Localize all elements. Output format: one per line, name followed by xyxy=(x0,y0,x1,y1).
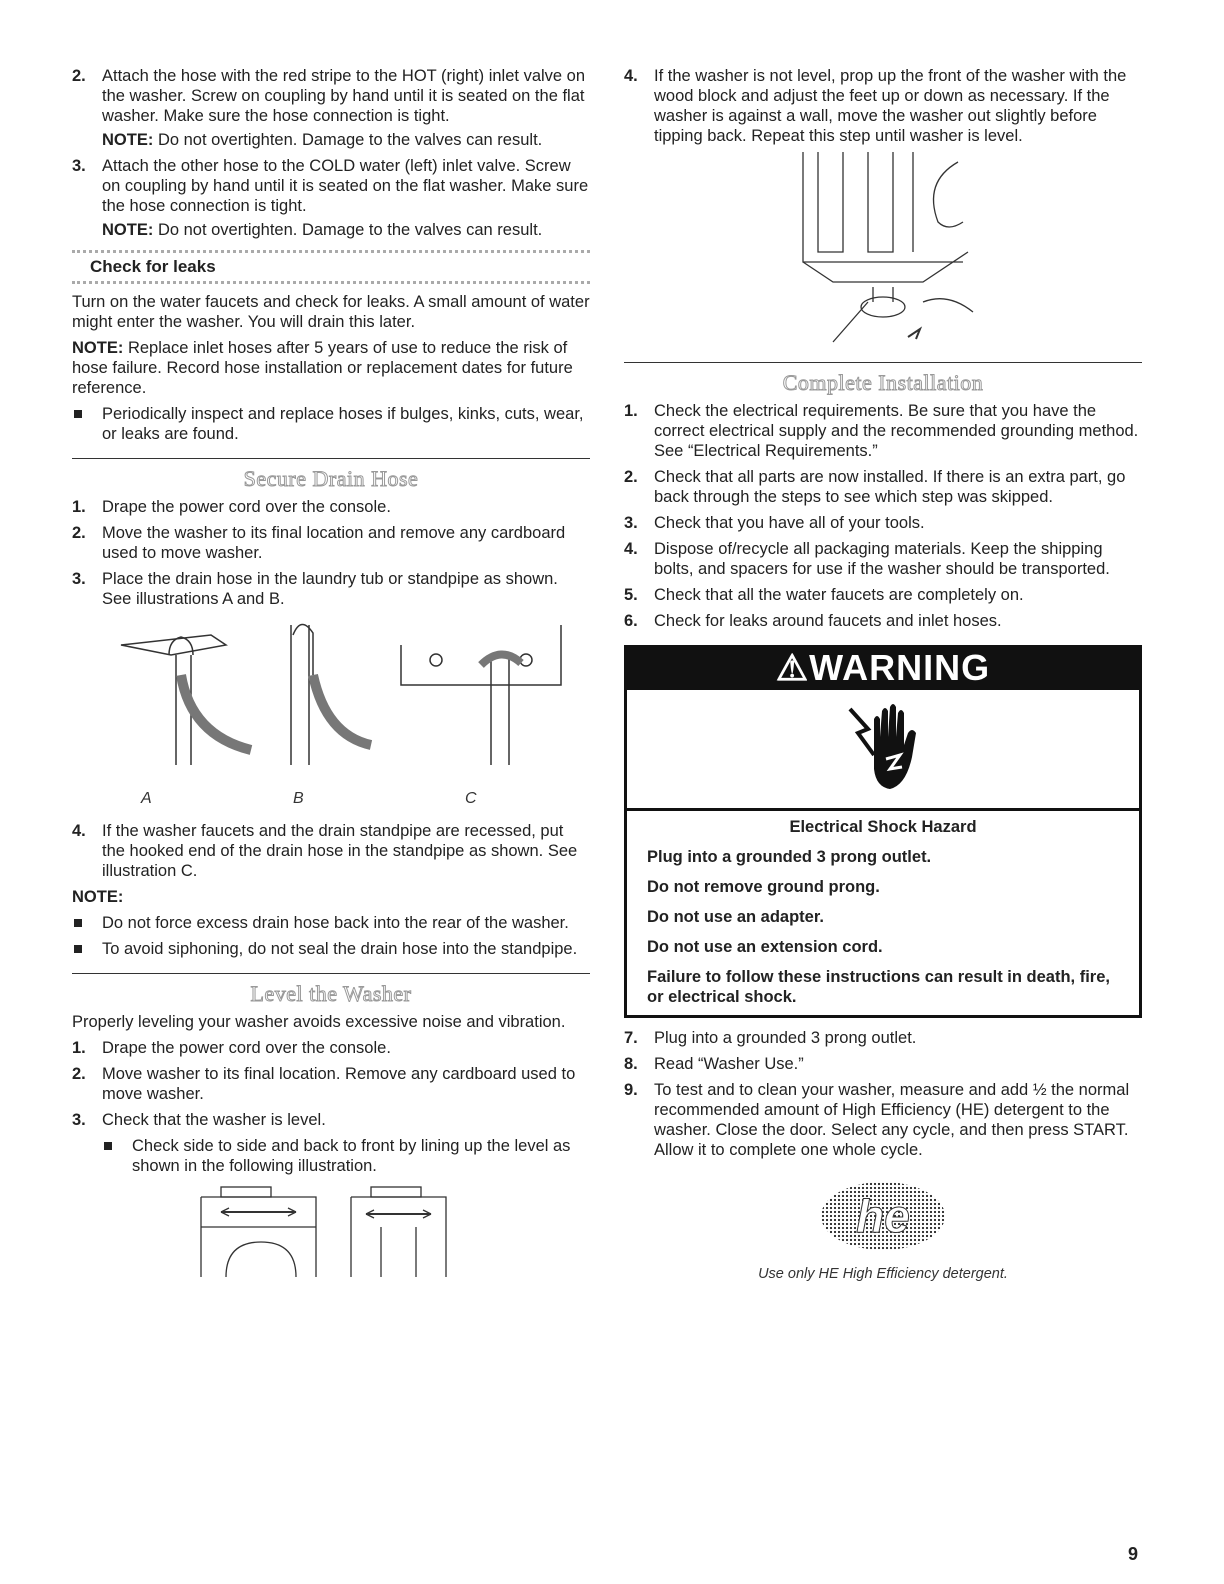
warning-line: Do not remove ground prong. xyxy=(647,878,880,896)
list-item: 3. Check that you have all of your tools. xyxy=(624,514,925,532)
drain-step-4 xyxy=(72,821,590,881)
check-leaks-heading: Check for leaks xyxy=(72,250,590,284)
he-logo-text: he xyxy=(856,1190,910,1242)
leaks-note: NOTE: Replace inlet hoses after 5 years of use to reduce the risk of hose failure. Record hose installation or replacement dates for future reference. xyxy=(72,339,573,397)
warning-title: Electrical Shock Hazard xyxy=(789,818,977,836)
section-title-level: Level the Washer xyxy=(250,981,412,1006)
list-item: 8. Read “Washer Use.” xyxy=(624,1055,804,1073)
level-intro: Properly leveling your washer avoids excessive noise and vibration. xyxy=(72,1013,566,1031)
warning-line: Do not use an adapter. xyxy=(647,908,824,926)
right-column xyxy=(624,66,1142,1284)
list-item: 2. Move washer to its final location. Remove any cardboard used to move washer. xyxy=(72,1065,576,1103)
warning-header: ⚠WARNING xyxy=(627,648,1139,690)
level-steps xyxy=(72,1038,590,1176)
fig-label-a: A xyxy=(141,790,152,807)
divider xyxy=(624,362,1142,363)
list-item: 1. Drape the power cord over the console. xyxy=(72,1039,391,1057)
list-item: 7. Plug into a grounded 3 prong outlet. xyxy=(624,1029,917,1047)
leaks-text: Turn on the water faucets and check for leaks. A small amount of water might enter the washer. You will drain this later. xyxy=(72,293,590,331)
he-logo-icon xyxy=(813,1178,953,1258)
washer-foot-illustration xyxy=(773,152,993,352)
section-title-complete: Complete Installation xyxy=(782,370,984,395)
drain-bullet: Do not force excess drain hose back into the rear of the washer. xyxy=(72,913,590,933)
warning-line: Plug into a grounded 3 prong outlet. xyxy=(647,848,932,866)
list-item: 4. Dispose of/recycle all packaging materials. Keep the shipping bolts, and spacers for use if the washer should be transported. xyxy=(624,540,1110,578)
list-item: 4. If the washer is not level, prop up the front of the washer with the wood block and adjust the feet up or down as necessary. If the washer is against a wall, move the washer out slightly before tipping back. Repeat this step until washer is level. xyxy=(624,67,1127,145)
list-item: 3. Check that the washer is level. Check side to side and back to front by lining up the level as shown in the following illustration. xyxy=(72,1110,590,1176)
warning-line: Do not use an extension cord. xyxy=(647,938,883,956)
list-item: 4. If the washer faucets and the drain standpipe are recessed, put the hooked end of the drain hose in the standpipe as shown. See illustration C. xyxy=(72,822,578,880)
list-item: 1. Check the electrical requirements. Be sure that you have the correct electrical supply and the recommended grounding method. See “Electrical Requirements.” xyxy=(624,402,1139,460)
drain-bullet: To avoid siphoning, do not seal the drain hose into the standpipe. xyxy=(72,939,590,959)
list-item: 6. Check for leaks around faucets and inlet hoses. xyxy=(624,612,1002,630)
warning-line: Failure to follow these instructions can result in death, fire, or electrical shock. xyxy=(647,968,1110,1006)
hose-steps xyxy=(72,66,590,240)
left-column xyxy=(72,66,590,1283)
warning-body xyxy=(627,811,1139,1015)
list-item: 1. Drape the power cord over the console. xyxy=(72,498,391,516)
electric-shock-hand-icon xyxy=(846,699,926,799)
level-bullet: Check side to side and back to front by lining up the level as shown in the following illustration. xyxy=(102,1136,590,1176)
divider xyxy=(72,458,590,459)
warning-icon-area xyxy=(627,690,1139,811)
he-caption: Use only HE High Efficiency detergent. xyxy=(758,1266,1008,1282)
complete-steps xyxy=(624,401,1142,631)
note: NOTE: Do not overtighten. Damage to the valves can result. xyxy=(102,131,543,149)
list-item: 2. Check that all parts are now installed. If there is an extra part, go back through the steps to see which step was skipped. xyxy=(624,468,1126,506)
warning-box xyxy=(624,645,1142,1018)
drain-note-label: NOTE: xyxy=(72,888,124,906)
list-item: 5. Check that all the water faucets are completely on. xyxy=(624,586,1024,604)
level-step-4 xyxy=(624,66,1142,146)
list-item: 3. Place the drain hose in the laundry tub or standpipe as shown. See illustrations A and B. xyxy=(72,570,558,608)
fig-label-c: C xyxy=(465,790,477,807)
divider xyxy=(72,973,590,974)
warning-triangle-icon: ⚠ xyxy=(775,647,810,688)
drain-hose-illustration xyxy=(81,615,581,815)
drain-steps xyxy=(72,497,590,609)
final-steps xyxy=(624,1028,1142,1160)
list-item: 9. To test and to clean your washer, measure and add ½ the normal recommended amount of High Efficiency (HE) detergent to the washer. Close the door. Select any cycle, and then press START. Allow it to complete one whole cycle. xyxy=(624,1081,1130,1159)
section-title-drain: Secure Drain Hose xyxy=(243,466,419,491)
list-item: 3. Attach the other hose to the COLD water (left) inlet valve. Screw on coupling by hand until it is seated on the flat washer. Make sure the hose connection is tight. NOTE: Do not overtighten. Damage to the valves can result. xyxy=(72,157,589,239)
level-washer-illustration xyxy=(191,1182,471,1277)
fig-label-b: B xyxy=(293,790,304,807)
page-number: 9 xyxy=(1128,1544,1139,1564)
list-item: 2. Attach the hose with the red stripe to the HOT (right) inlet valve on the washer. Screw on coupling by hand until it is seated on the flat washer. Make sure the hose connection is tight. NOTE: Do not overtighten. Damage to the valves can result. xyxy=(72,66,590,150)
note: NOTE: Do not overtighten. Damage to the valves can result. xyxy=(102,221,543,239)
leaks-bullet: Periodically inspect and replace hoses if bulges, kinks, cuts, wear, or leaks are found. xyxy=(72,404,590,444)
list-item: 2. Move the washer to its final location and remove any cardboard used to move washer. xyxy=(72,524,566,562)
